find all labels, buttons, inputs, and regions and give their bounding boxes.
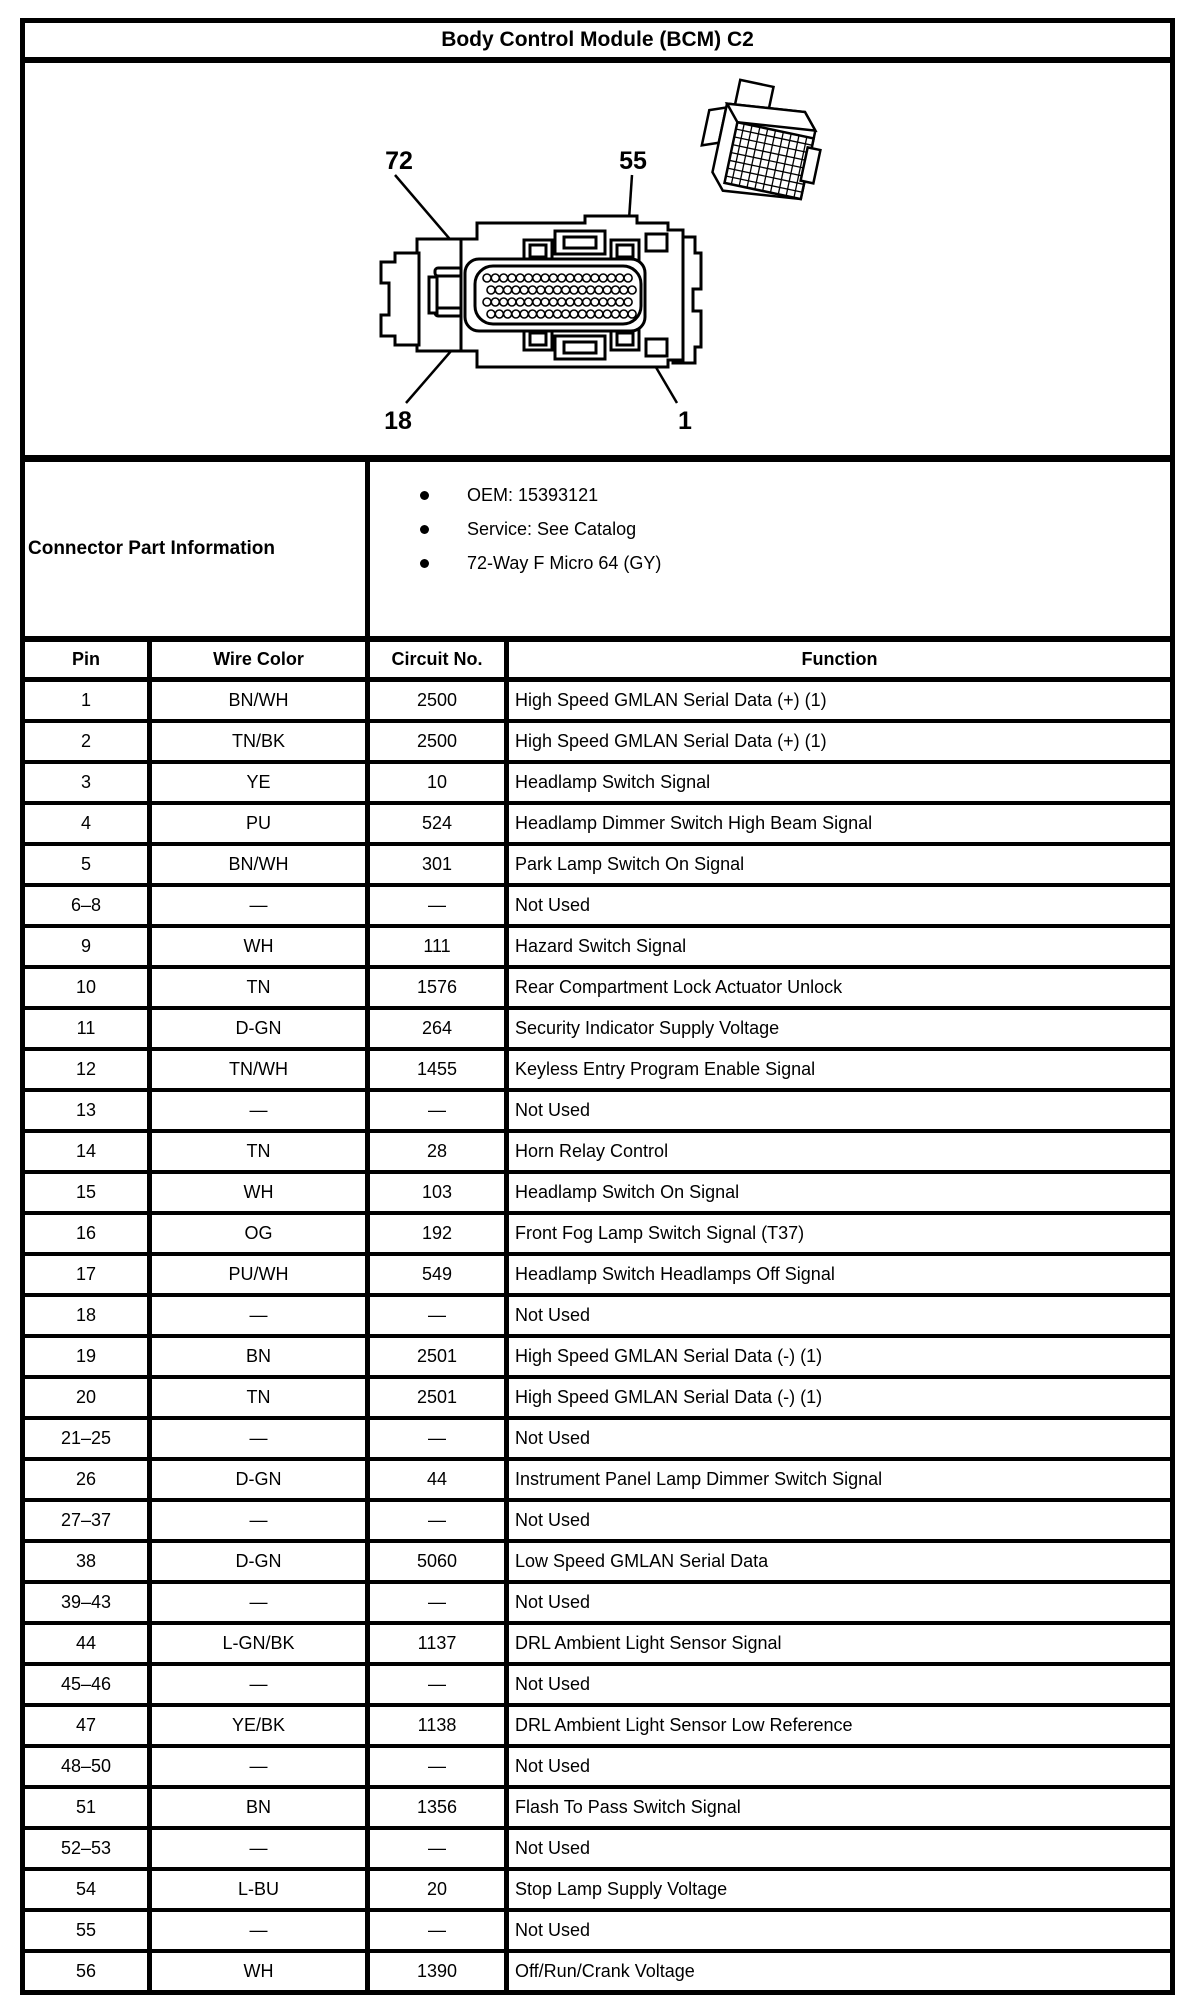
wire-color-cell: — (150, 1090, 368, 1131)
function-cell: High Speed GMLAN Serial Data (-) (1) (507, 1336, 1173, 1377)
column-header-wire-color: Wire Color (150, 639, 368, 680)
table-row (23, 1008, 1173, 1049)
table-row (23, 926, 1173, 967)
function-cell: Headlamp Switch Headlamps Off Signal (507, 1254, 1173, 1295)
pin-cell: 19 (23, 1336, 150, 1377)
column-header-pin: Pin (23, 639, 150, 680)
pin-cell: 3 (23, 762, 150, 803)
bullet-icon (420, 491, 429, 500)
bullet-icon (420, 525, 429, 534)
wire-color-cell: WH (150, 926, 368, 967)
wire-color-cell: YE/BK (150, 1705, 368, 1746)
callout-55: 55 (619, 147, 647, 175)
list-item-text: 72-Way F Micro 64 (GY) (467, 552, 662, 573)
top-corner-tab (646, 234, 667, 251)
function-cell: Not Used (507, 1582, 1173, 1623)
function-cell: Horn Relay Control (507, 1131, 1173, 1172)
circuit-no-cell: 264 (368, 1008, 507, 1049)
function-cell: Not Used (507, 1910, 1173, 1951)
table-row (23, 844, 1173, 885)
list-item (420, 546, 1170, 580)
circuit-no-cell: — (368, 1746, 507, 1787)
function-cell: Low Speed GMLAN Serial Data (507, 1541, 1173, 1582)
pin-cell: 51 (23, 1787, 150, 1828)
wire-color-cell: TN (150, 967, 368, 1008)
wire-color-cell: BN/WH (150, 844, 368, 885)
left-arm (417, 239, 461, 351)
column-header-function: Function (507, 639, 1173, 680)
table-row (23, 1172, 1173, 1213)
list-item (420, 512, 1170, 546)
column-header-circuit-no: Circuit No. (368, 639, 507, 680)
circuit-no-cell: 44 (368, 1459, 507, 1500)
pin-cell: 54 (23, 1869, 150, 1910)
top-latch-inner (564, 237, 596, 248)
function-cell: Off/Run/Crank Voltage (507, 1951, 1173, 1993)
function-cell: Not Used (507, 1664, 1173, 1705)
wire-color-cell: — (150, 1664, 368, 1705)
circuit-no-cell: 5060 (368, 1541, 507, 1582)
top-key-inner (617, 245, 633, 257)
pin-cell: 4 (23, 803, 150, 844)
circuit-no-cell: — (368, 1500, 507, 1541)
list-item-text: Service: See Catalog (467, 518, 637, 539)
function-cell: Flash To Pass Switch Signal (507, 1787, 1173, 1828)
table-row (23, 721, 1173, 762)
table-row (23, 1213, 1173, 1254)
circuit-no-cell: — (368, 1418, 507, 1459)
circuit-no-cell: 549 (368, 1254, 507, 1295)
function-cell: Rear Compartment Lock Actuator Unlock (507, 967, 1173, 1008)
function-cell: Security Indicator Supply Voltage (507, 1008, 1173, 1049)
function-cell: Not Used (507, 885, 1173, 926)
circuit-no-cell: 2500 (368, 680, 507, 722)
table-row (23, 1869, 1173, 1910)
table-row (23, 1459, 1173, 1500)
wire-color-cell: — (150, 1746, 368, 1787)
circuit-no-cell: 1137 (368, 1623, 507, 1664)
wire-color-cell: PU/WH (150, 1254, 368, 1295)
circuit-no-cell: 524 (368, 803, 507, 844)
pin-cell: 16 (23, 1213, 150, 1254)
function-cell: Instrument Panel Lamp Dimmer Switch Signal (507, 1459, 1173, 1500)
pin-table-body (23, 680, 1173, 1993)
circuit-no-cell: — (368, 1090, 507, 1131)
wire-color-cell: WH (150, 1951, 368, 1993)
pinout-sheet (20, 18, 1170, 1995)
circuit-no-cell: 2501 (368, 1336, 507, 1377)
table-row (23, 803, 1173, 844)
pin-cell: 26 (23, 1459, 150, 1500)
wire-color-cell: OG (150, 1213, 368, 1254)
wire-color-cell: — (150, 1418, 368, 1459)
table-row (23, 1295, 1173, 1336)
wire-color-cell: BN (150, 1336, 368, 1377)
wire-color-cell: BN (150, 1787, 368, 1828)
function-cell: Headlamp Switch On Signal (507, 1172, 1173, 1213)
circuit-no-cell: — (368, 1295, 507, 1336)
pin-cell: 12 (23, 1049, 150, 1090)
table-row (23, 1541, 1173, 1582)
pin-cell: 2 (23, 721, 150, 762)
callout-1: 1 (678, 407, 692, 435)
connector-diagram (25, 63, 1165, 455)
wire-color-cell: YE (150, 762, 368, 803)
pin-cell: 10 (23, 967, 150, 1008)
function-cell: High Speed GMLAN Serial Data (-) (1) (507, 1377, 1173, 1418)
table-row (23, 885, 1173, 926)
wire-color-cell: PU (150, 803, 368, 844)
circuit-no-cell: 103 (368, 1172, 507, 1213)
pin-cell: 39–43 (23, 1582, 150, 1623)
bullet-icon (420, 559, 429, 568)
circuit-no-cell: — (368, 1664, 507, 1705)
function-cell: Not Used (507, 1418, 1173, 1459)
connector-part-info-list (368, 459, 1173, 640)
circuit-no-cell: 301 (368, 844, 507, 885)
function-cell: Not Used (507, 1746, 1173, 1787)
function-cell: DRL Ambient Light Sensor Signal (507, 1623, 1173, 1664)
function-cell: Park Lamp Switch On Signal (507, 844, 1173, 885)
circuit-no-cell: — (368, 1828, 507, 1869)
function-cell: Headlamp Dimmer Switch High Beam Signal (507, 803, 1173, 844)
bottom-key-inner (530, 333, 546, 345)
circuit-no-cell: 1576 (368, 967, 507, 1008)
function-cell: Front Fog Lamp Switch Signal (T37) (507, 1213, 1173, 1254)
circuit-no-cell: — (368, 1582, 507, 1623)
function-cell: Not Used (507, 1828, 1173, 1869)
function-cell: Headlamp Switch Signal (507, 762, 1173, 803)
table-row (23, 1951, 1173, 1993)
pin-cell: 18 (23, 1295, 150, 1336)
list-item (420, 478, 1170, 512)
terminal-pin (435, 308, 462, 316)
function-cell: Keyless Entry Program Enable Signal (507, 1049, 1173, 1090)
pin-cell: 20 (23, 1377, 150, 1418)
terminal-pin (435, 268, 462, 276)
pin-cell: 56 (23, 1951, 150, 1993)
circuit-no-cell: 28 (368, 1131, 507, 1172)
connector-iso-view (693, 75, 831, 209)
function-cell: Not Used (507, 1090, 1173, 1131)
connector-front-view (381, 216, 701, 367)
wire-color-cell: TN/BK (150, 721, 368, 762)
bottom-key-inner (617, 333, 633, 345)
table-row (23, 1910, 1173, 1951)
table-row (23, 1828, 1173, 1869)
table-row (23, 680, 1173, 722)
circuit-no-cell: 192 (368, 1213, 507, 1254)
wire-color-cell: — (150, 1582, 368, 1623)
pin-cell: 6–8 (23, 885, 150, 926)
pin-cell: 47 (23, 1705, 150, 1746)
pin-cell: 44 (23, 1623, 150, 1664)
table-row (23, 1090, 1173, 1131)
function-cell: High Speed GMLAN Serial Data (+) (1) (507, 721, 1173, 762)
pin-cell: 52–53 (23, 1828, 150, 1869)
wire-color-cell: WH (150, 1172, 368, 1213)
pin-cell: 15 (23, 1172, 150, 1213)
pin-cell: 13 (23, 1090, 150, 1131)
pin-cell: 38 (23, 1541, 150, 1582)
table-row (23, 1500, 1173, 1541)
table-row (23, 1049, 1173, 1090)
wire-color-cell: TN (150, 1131, 368, 1172)
connector-part-info-label: Connector Part Information (23, 459, 368, 640)
table-row (23, 1664, 1173, 1705)
function-cell: Stop Lamp Supply Voltage (507, 1869, 1173, 1910)
function-cell: Not Used (507, 1295, 1173, 1336)
table-row (23, 1418, 1173, 1459)
pin-cell: 17 (23, 1254, 150, 1295)
pinout-table (20, 18, 1175, 1995)
table-row (23, 1746, 1173, 1787)
pin-cell: 5 (23, 844, 150, 885)
pin-cell: 14 (23, 1131, 150, 1172)
circuit-no-cell: 1356 (368, 1787, 507, 1828)
table-row (23, 967, 1173, 1008)
circuit-no-cell: 111 (368, 926, 507, 967)
wire-color-cell: — (150, 885, 368, 926)
circuit-no-cell: 2500 (368, 721, 507, 762)
table-row (23, 762, 1173, 803)
table-row (23, 1131, 1173, 1172)
pin-cell: 45–46 (23, 1664, 150, 1705)
list-item-text: OEM: 15393121 (467, 484, 599, 505)
circuit-no-cell: 1390 (368, 1951, 507, 1993)
wire-color-cell: D-GN (150, 1459, 368, 1500)
left-clamp (381, 253, 419, 345)
table-row (23, 1254, 1173, 1295)
wire-color-cell: L-GN/BK (150, 1623, 368, 1664)
wire-color-cell: BN/WH (150, 680, 368, 722)
pin-cell: 21–25 (23, 1418, 150, 1459)
table-row (23, 1705, 1173, 1746)
circuit-no-cell: 2501 (368, 1377, 507, 1418)
callout-18: 18 (384, 407, 412, 435)
table-header-row (23, 639, 1173, 680)
circuit-no-cell: — (368, 885, 507, 926)
callout-72: 72 (385, 147, 413, 175)
circuit-no-cell: 20 (368, 1869, 507, 1910)
wire-color-cell: L-BU (150, 1869, 368, 1910)
function-cell: DRL Ambient Light Sensor Low Reference (507, 1705, 1173, 1746)
wire-color-cell: D-GN (150, 1541, 368, 1582)
bottom-corner-tab (646, 339, 667, 356)
wire-color-cell: — (150, 1295, 368, 1336)
top-key-inner (530, 245, 546, 257)
circuit-no-cell: 1455 (368, 1049, 507, 1090)
wire-color-cell: TN/WH (150, 1049, 368, 1090)
pin-cell: 1 (23, 680, 150, 722)
table-row (23, 1787, 1173, 1828)
circuit-no-cell: — (368, 1910, 507, 1951)
wire-color-cell: — (150, 1910, 368, 1951)
pin-cell: 9 (23, 926, 150, 967)
function-cell: Hazard Switch Signal (507, 926, 1173, 967)
pin-cell: 48–50 (23, 1746, 150, 1787)
page-title: Body Control Module (BCM) C2 (23, 21, 1173, 61)
wire-color-cell: — (150, 1828, 368, 1869)
circuit-no-cell: 10 (368, 762, 507, 803)
table-row (23, 1377, 1173, 1418)
left-detail (429, 277, 437, 313)
function-cell: High Speed GMLAN Serial Data (+) (1) (507, 680, 1173, 722)
wire-color-cell: — (150, 1500, 368, 1541)
table-row (23, 1336, 1173, 1377)
connector-diagram-cell (23, 60, 1173, 459)
pin-cell: 11 (23, 1008, 150, 1049)
pin-cell: 27–37 (23, 1500, 150, 1541)
wire-color-cell: TN (150, 1377, 368, 1418)
table-row (23, 1582, 1173, 1623)
wire-color-cell: D-GN (150, 1008, 368, 1049)
function-cell: Not Used (507, 1500, 1173, 1541)
table-row (23, 1623, 1173, 1664)
bottom-latch-inner (564, 342, 596, 353)
circuit-no-cell: 1138 (368, 1705, 507, 1746)
pin-cell: 55 (23, 1910, 150, 1951)
